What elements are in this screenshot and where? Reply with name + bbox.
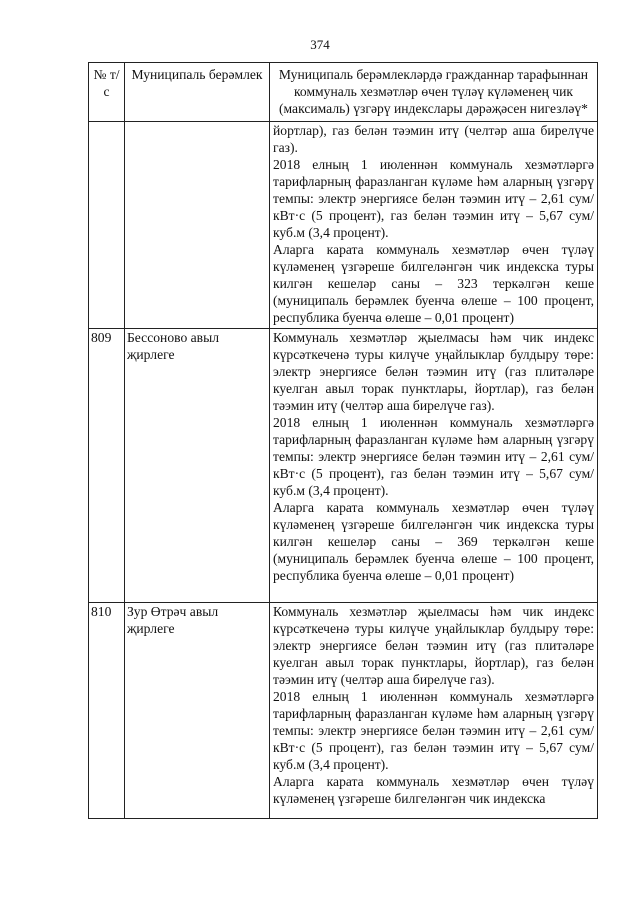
row-description	[270, 122, 598, 329]
table-row	[89, 122, 598, 329]
page-number: 374	[310, 37, 330, 52]
description-paragraph: Аларга карата коммуналь хезмәтләр өчен түләү күләменең үзгәреше билгеләнгән чик индекска туры килгән кешеләр саны – 369 теркәлгән кеше (муниципаль берәмлек буенча өлеше – 100 процент, республика буенча өлеше – 0,01 процент)	[273, 500, 594, 583]
row-number: 810	[89, 603, 125, 819]
description-paragraph: Аларга карата коммуналь хезмәтләр өчен түләү күләменең үзгәреше билгеләнгән чик индекска	[273, 774, 594, 806]
row-number	[89, 122, 125, 329]
row-number: 809	[89, 329, 125, 603]
row-description	[270, 329, 598, 603]
header-municipality: Муниципаль берәмлек	[125, 63, 270, 122]
description-paragraph: Аларга карата коммуналь хезмәтләр өчен түләү күләменең үзгәреше билгеләнгән чик индекска туры килгән кешеләр саны – 323 теркәлгән кеше (муниципаль берәмлек буенча өлеше – 100 процент, республика буенча өлеше – 0,01 процент)	[273, 242, 594, 325]
row-description	[270, 603, 598, 819]
header-number: № т/с	[89, 63, 125, 122]
description-paragraph: Коммуналь хезмәтләр җыелмасы һәм чик индекс күрсәткеченә туры килүче уңайлыклар булдыру төре: электр энергиясе белән тәэмин итү (газ плитәләре куелган авыл торак пунктлары, йортлар), газ белән тәэмин итү (челтәр аша бирелүче газ).	[273, 330, 594, 413]
description-paragraph: йортлар), газ белән тәэмин итү (челтәр аша бирелүче газ).	[273, 123, 594, 155]
description-paragraph: 2018 елның 1 июленнән коммуналь хезмәтләргә тарифларның фаразланган күләме һәм аларның үзгәрү темпы: электр энергиясе белән тәэмин итү – 2,61 сум/кВт·с (5 процент), газ белән тәэмин итү – 5,67 сум/куб.м (3,4 процент).	[273, 157, 594, 240]
table-header-row	[89, 63, 598, 122]
description-paragraph: Коммуналь хезмәтләр җыелмасы һәм чик индекс күрсәткеченә туры килүче уңайлыклар булдыру төре: электр энергиясе белән тәэмин итү (газ плитәләре куелган авыл торак пунктлары, йортлар), газ белән тәэмин итү (челтәр аша бирелүче газ).	[273, 604, 594, 687]
table-row	[89, 603, 598, 819]
description-paragraph: 2018 елның 1 июленнән коммуналь хезмәтләргә тарифларның фаразланган күләме һәм аларның үзгәрү темпы: электр энергиясе белән тәэмин итү – 2,61 сум/кВт·с (5 процент), газ белән тәэмин итү – 5,67 сум/куб.м (3,4 процент).	[273, 689, 594, 772]
row-municipality: Бессоново авыл җирлеге	[125, 329, 270, 603]
description-paragraph: 2018 елның 1 июленнән коммуналь хезмәтләргә тарифларның фаразланган күләме һәм аларның үзгәрү темпы: электр энергиясе белән тәэмин итү – 2,61 сум/кВт·с (5 процент), газ белән тәэмин итү – 5,67 сум/куб.м (3,4 процент).	[273, 415, 594, 498]
row-municipality: Зур Өтрәч авыл җирлеге	[125, 603, 270, 819]
row-municipality	[125, 122, 270, 329]
table-row	[89, 329, 598, 603]
header-description: Муниципаль берәмлекләрдә гражданнар тарафыннан коммуналь хезмәтләр өчен түләү күләменең чик (максималь) үзгәрү индекслары дәрәҗәсен нигезләү*	[270, 63, 598, 122]
utility-index-table	[88, 62, 598, 819]
